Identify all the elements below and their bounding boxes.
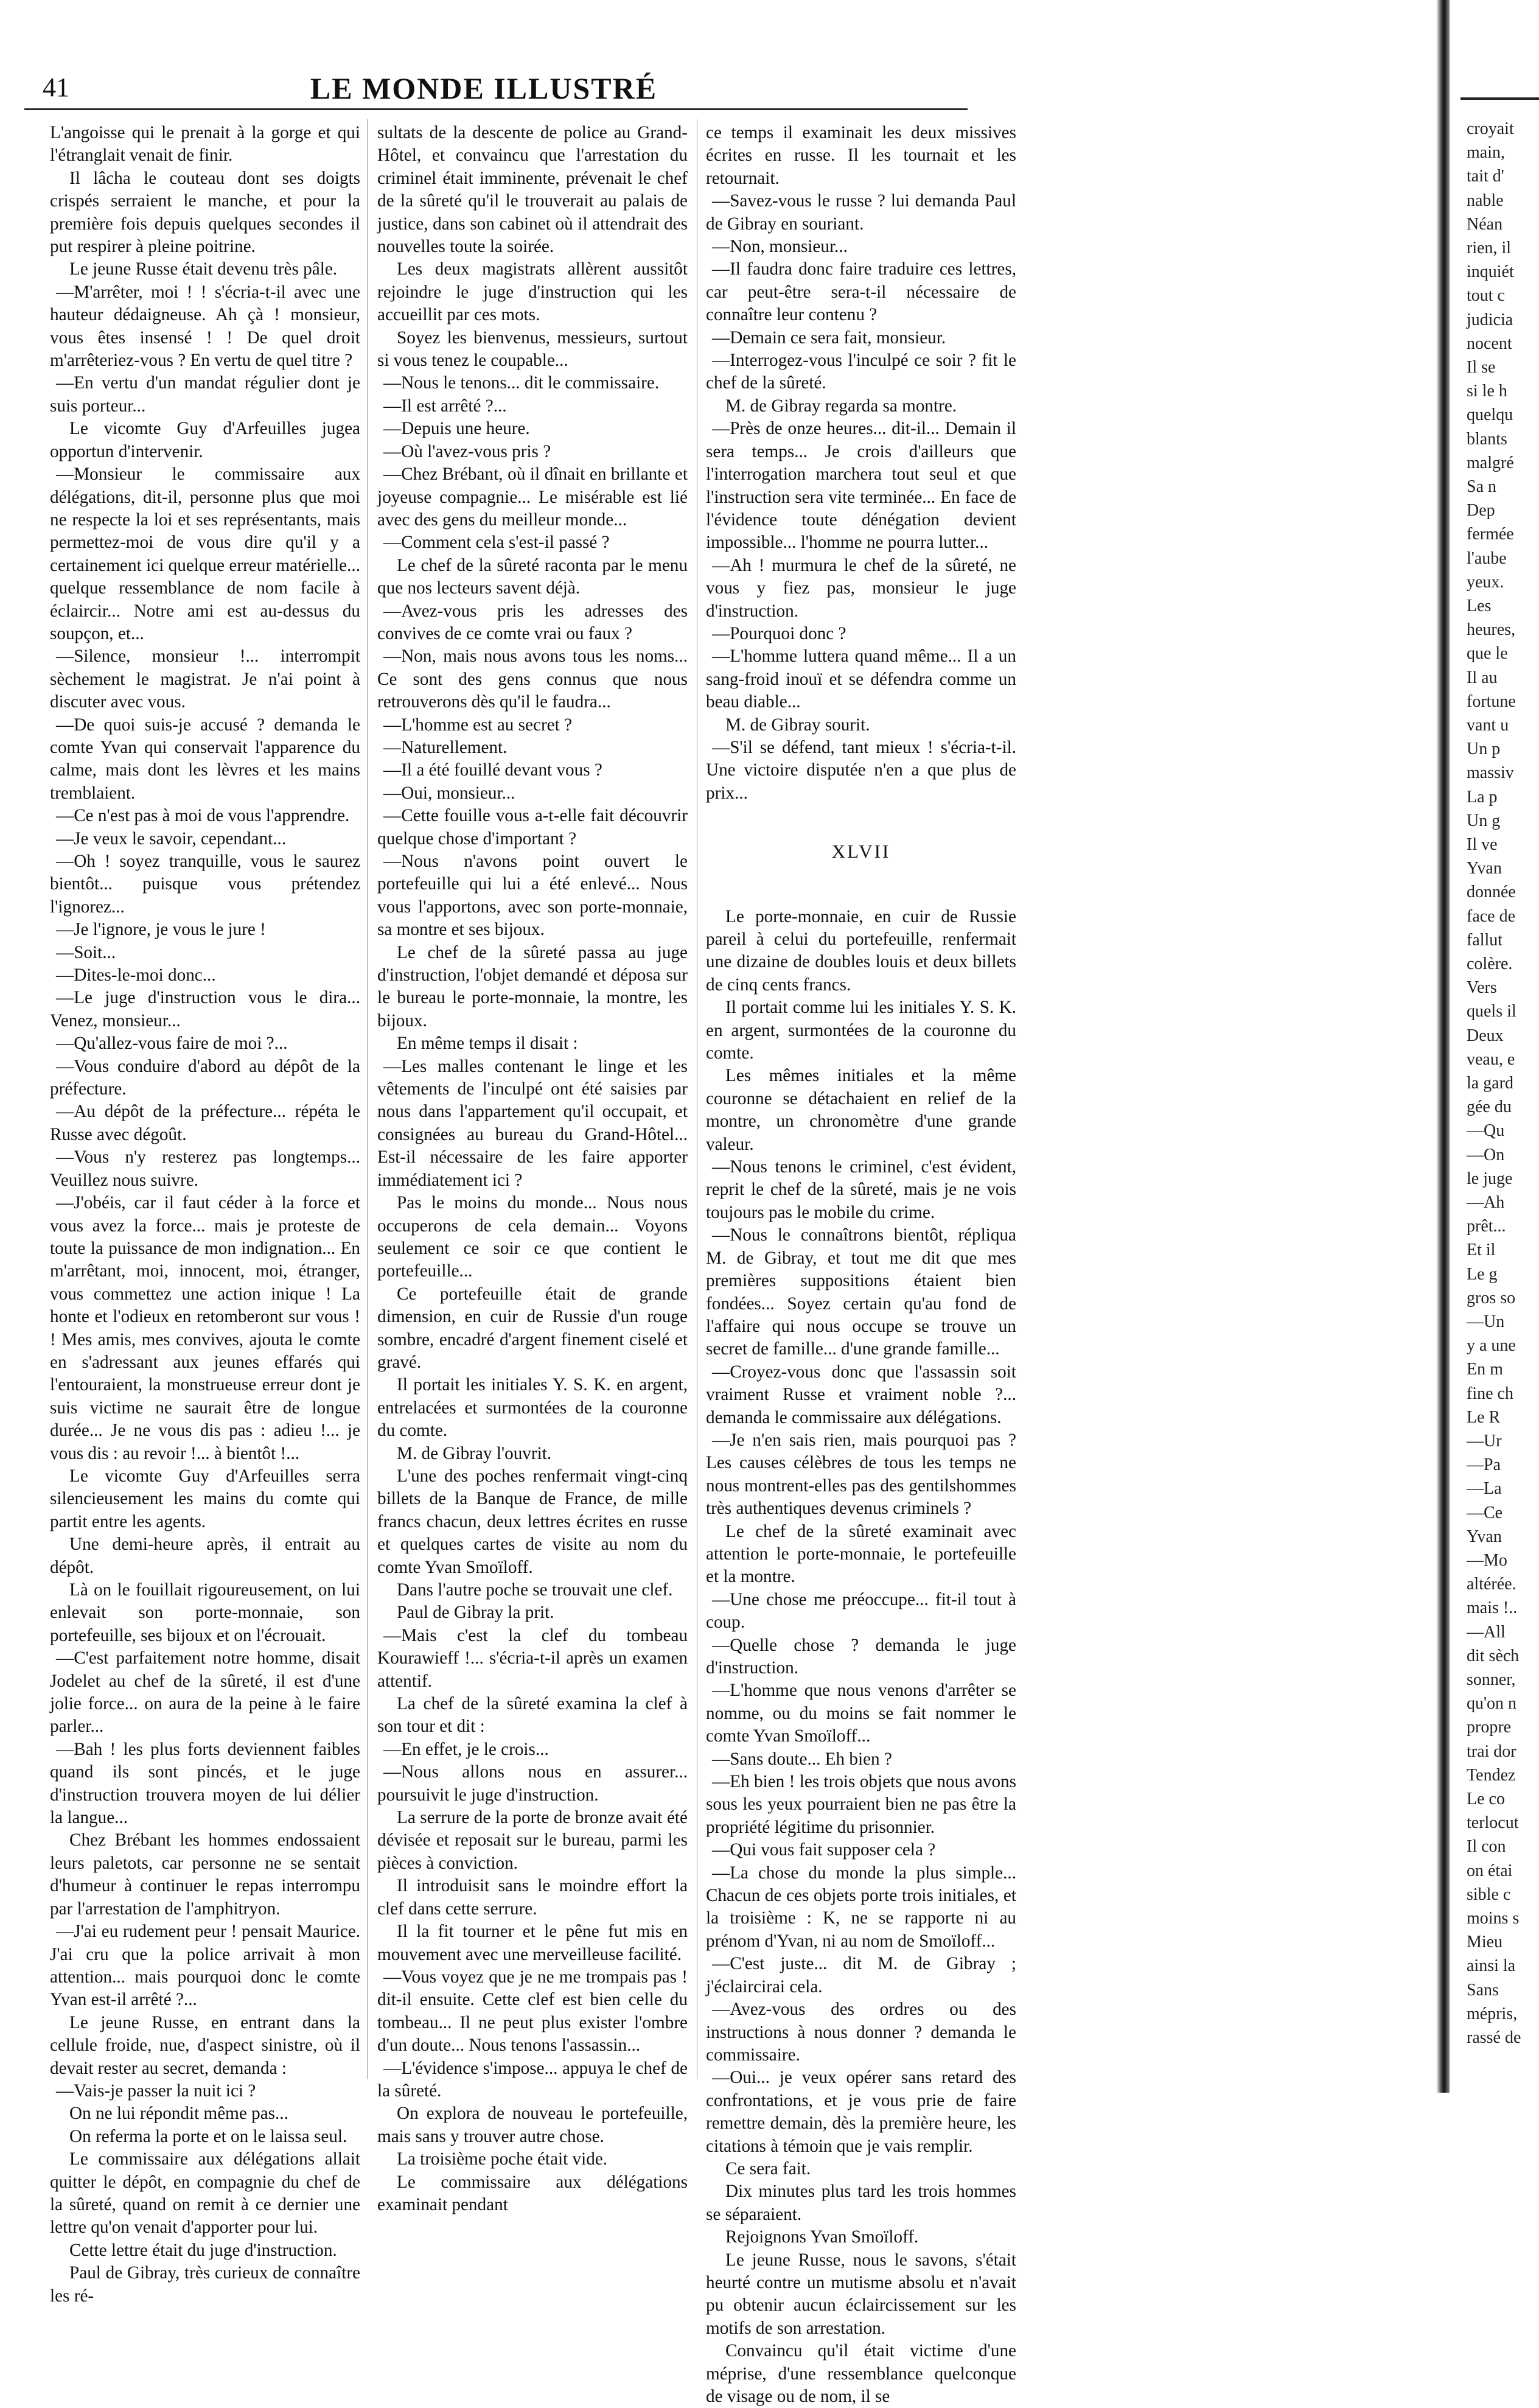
paragraph: Le chef de la sûreté passa au juge d'instruction, l'objet demandé et déposa sur le bureau le porte-monnaie, la montre, les bijoux. bbox=[377, 942, 688, 1031]
next-page-fragment: qu'on n bbox=[1467, 1694, 1517, 1713]
next-page-fragment: malgré bbox=[1467, 453, 1514, 472]
paragraph: Il introduisit sans le moindre effort la clef dans cette serrure. bbox=[377, 1876, 688, 1919]
next-page-fragment: —Ah bbox=[1467, 1193, 1505, 1212]
next-page-fragment: rassé de bbox=[1467, 2028, 1521, 2047]
dialogue-line: —Vais-je passer la nuit ici ? bbox=[56, 2081, 256, 2101]
header-rule bbox=[24, 108, 968, 110]
next-page-fragment: En m bbox=[1467, 1360, 1503, 1379]
next-page-fragment: sonner, bbox=[1467, 1670, 1516, 1689]
dialogue-line: —Monsieur le commissaire aux délégations, dit-il, personne plus que moi ne respecte la loi et ses représentants, mais permettez-moi de vous dire qu'il y a certainement ici quelque erreur matérielle... quelque ressemblance de nom facile à éclaircir... Notre ami est au-dessus du soupçon, et... bbox=[50, 464, 360, 643]
dialogue-line: —Où l'avez-vous pris ? bbox=[383, 441, 551, 461]
paragraph: La chef de la sûreté examina la clef à son tour et dit : bbox=[377, 1694, 688, 1737]
dialogue-line: —Comment cela s'est-il passé ? bbox=[383, 533, 610, 553]
paragraph: Une demi-heure après, il entrait au dépôt. bbox=[50, 1535, 360, 1577]
next-page-fragment: Le g bbox=[1467, 1264, 1498, 1284]
next-page-fragment: yeux. bbox=[1467, 572, 1504, 592]
paragraph: Le jeune Russe était devenu très pâle. bbox=[69, 259, 338, 279]
dialogue-line: —De quoi suis-je accusé ? demanda le comte Yvan qui conservait l'apparence du calme, mais dont les lèvres et les mains tremblaient. bbox=[50, 715, 360, 803]
next-page-fragment: face de bbox=[1467, 906, 1516, 926]
dialogue-line: —Nous n'avons point ouvert le portefeuille qui lui a été enlevé... Nous vous l'apportons, avec son porte-monnaie, sa montre et ses bijoux. bbox=[377, 852, 688, 940]
dialogue-line: —En effet, je le crois... bbox=[383, 1739, 549, 1759]
next-page-fragment: blants bbox=[1467, 429, 1507, 449]
next-page-fragment: gros so bbox=[1467, 1288, 1516, 1307]
next-page-fragment: inquiét bbox=[1467, 262, 1514, 282]
next-page-fragment: colère. bbox=[1467, 954, 1513, 973]
next-page-fragment: ainsi la bbox=[1467, 1956, 1516, 1976]
next-page-fragment: vant u bbox=[1467, 716, 1509, 735]
next-page-fragment: Yvan bbox=[1467, 859, 1502, 878]
next-page-fragment: dit sèch bbox=[1467, 1646, 1520, 1665]
dialogue-line: —La chose du monde la plus simple... Chacun de ces objets porte trois initiales, et la troisième : K, ne se rapporte ni au prénom d'Yvan, ni au nom de Smoïloff... bbox=[706, 1863, 1016, 1951]
dialogue-line: —L'évidence s'impose... appuya le chef de la sûreté. bbox=[377, 2058, 688, 2101]
column-divider bbox=[367, 119, 368, 2079]
dialogue-line: —M'arrêter, moi ! ! s'écria-t-il avec une hauteur dédaigneuse. Ah çà ! monsieur, vous êtes insensé ! ! De quel droit m'arrêteriez-vous ? En vertu de quel titre ? bbox=[50, 282, 360, 371]
dialogue-line: —Vous voyez que je ne me trompais pas ! dit-il ensuite. Cette clef est bien celle du tombeau... Il ne peut plus exister l'ombre d'un doute... Nous tenons l'assassin... bbox=[377, 1967, 688, 2056]
text-column-2 bbox=[377, 122, 688, 2214]
dialogue-line: —C'est juste... dit M. de Gibray ; j'éclaircirai cela. bbox=[706, 1954, 1016, 1997]
paragraph: Le commissaire aux délégations examinait pendant bbox=[377, 2172, 688, 2214]
dialogue-line: —Nous le connaîtrons bientôt, répliqua M. de Gibray, et tout me dit que mes premières suppositions étaient bien fondées... Soyez certain qu'au fond de l'affaire qui nous occupe se trouve un secret de famille... d'une grande famille... bbox=[706, 1225, 1016, 1359]
next-page-fragment: Il con bbox=[1467, 1837, 1506, 1857]
dialogue-line: —En vertu d'un mandat régulier dont je suis porteur... bbox=[50, 373, 360, 416]
dialogue-line: —Avez-vous pris les adresses des convives de ce comte vrai ou faux ? bbox=[377, 601, 688, 643]
page-header bbox=[24, 68, 943, 106]
dialogue-line: —Sans doute... Eh bien ? bbox=[712, 1749, 892, 1769]
adjacent-page-fragment bbox=[1460, 0, 1539, 2093]
next-page-fragment: mépris, bbox=[1467, 2004, 1518, 2023]
next-page-fragment: —La bbox=[1467, 1479, 1502, 1499]
paragraph: Il portait comme lui les initiales Y. S. K. en argent, surmontées de la couronne du comte. bbox=[706, 998, 1016, 1063]
paragraph: M. de Gibray regarda sa montre. bbox=[725, 396, 957, 416]
paragraph: Le chef de la sûreté examinait avec attention le porte-monnaie, le portefeuille et la montre. bbox=[706, 1521, 1016, 1587]
dialogue-line: —Il faudra donc faire traduire ces lettres, car peut-être sera-t-il nécessaire de connaître leur contenu ? bbox=[706, 259, 1016, 325]
dialogue-line: —Quelle chose ? demanda le juge d'instruction. bbox=[706, 1635, 1016, 1678]
paragraph: Ce portefeuille était de grande dimension, en cuir de Russie d'un rouge sombre, encadré d'argent finement ciselé et gravé. bbox=[377, 1284, 688, 1372]
next-page-fragment: Néan bbox=[1467, 214, 1503, 234]
dialogue-line: —Naturellement. bbox=[383, 737, 508, 757]
next-page-fragment: terlocut bbox=[1467, 1813, 1519, 1833]
paragraph: L'angoisse qui le prenait à la gorge et qui l'étranglait venait de finir. bbox=[50, 123, 360, 166]
paragraph: Le jeune Russe, nous le savons, s'était heurté contre un mutisme absolu et n'avait pu obtenir aucun éclaircissement sur les motifs de son arrestation. bbox=[706, 2250, 1016, 2338]
next-page-fragment: —Mo bbox=[1467, 1551, 1507, 1570]
next-page-fragment: veau, e bbox=[1467, 1049, 1515, 1069]
paragraph: Dans l'autre poche se trouvait une clef. bbox=[397, 1580, 673, 1600]
dialogue-line: —J'ai eu rudement peur ! pensait Maurice. J'ai cru que la police arrivait à mon attention... mais pourquoi donc le comte Yvan est-il arrêté ?... bbox=[50, 1922, 360, 2010]
dialogue-line: —Chez Brébant, où il dînait en brillante et joyeuse compagnie... Le misérable est lié avec des gens du meilleur monde... bbox=[377, 464, 688, 530]
paragraph: Convaincu qu'il était victime d'une méprise, d'une ressemblance quelconque de visage ou de nom, il se bbox=[706, 2341, 1016, 2406]
next-page-fragment: Et il bbox=[1467, 1241, 1496, 1260]
paragraph: M. de Gibray l'ouvrit. bbox=[397, 1443, 552, 1463]
dialogue-line: —C'est parfaitement notre homme, disait Jodelet au chef de la sûreté, il est d'une jolie force... on aura de la peine à le faire parler... bbox=[50, 1648, 360, 1737]
dialogue-line: —Pourquoi donc ? bbox=[712, 623, 846, 643]
dialogue-line: —Cette fouille vous a-t-elle fait découvrir quelque chose d'important ? bbox=[377, 806, 688, 849]
dialogue-line: —Vous n'y resterez pas longtemps... Veuillez nous suivre. bbox=[50, 1147, 360, 1190]
dialogue-line: —Le juge d'instruction vous le dira... Venez, monsieur... bbox=[50, 988, 360, 1031]
next-page-fragment: —On bbox=[1467, 1145, 1505, 1164]
paragraph: Rejoignons Yvan Smoïloff. bbox=[725, 2227, 919, 2247]
next-page-fragment: si le h bbox=[1467, 382, 1507, 401]
paragraph: Dix minutes plus tard les trois hommes se séparaient. bbox=[706, 2182, 1016, 2224]
paragraph: Paul de Gibray, très curieux de connaître les ré- bbox=[50, 2263, 360, 2306]
paragraph: Chez Brébant les hommes endossaient leurs paletots, car personne ne se sentait d'humeur à continuer le repas interrompu par l'arrestation de l'amphitryon. bbox=[50, 1830, 360, 1919]
next-page-fragment: Yvan bbox=[1467, 1527, 1502, 1546]
next-page-fragment: Vers bbox=[1467, 978, 1497, 998]
paragraph: La troisième poche était vide. bbox=[397, 2149, 608, 2169]
dialogue-line: —Oui, monsieur... bbox=[383, 783, 515, 803]
dialogue-line: —S'il se défend, tant mieux ! s'écria-t-il. Une victoire disputée n'en a que plus de prix... bbox=[706, 737, 1016, 803]
next-page-fragment: propre bbox=[1467, 1718, 1512, 1737]
next-page-fragment: —Ur bbox=[1467, 1432, 1502, 1451]
next-page-fragment: fallut bbox=[1467, 930, 1503, 950]
dialogue-line: —Près de onze heures... dit-il... Demain il sera temps... Je crois d'ailleurs que l'interrogation marchera tout seul et que l'instruction sera vite terminée... En face de l'évidence toute dénégation devient impossible... l'homme ne pourra lutter... bbox=[706, 419, 1016, 553]
dialogue-line: —J'obéis, car il faut céder à la force et vous avez la force... mais je proteste de toute la puissance de mon indignation... En m'arrêtant, moi, innocent, moi, étranger, vous commettez une action inique ! La honte et l'odieux en retomberont sur vous ! ! Mes amis, mes convives, ajouta le comte en s'adressant aux jeunes effarés qui l'entouraient, la monstrueuse erreur dont je suis victime ne saurait être de longue durée... Je ne vous dis pas : adieu !... je vous dis : au revoir !... à bientôt !... bbox=[50, 1193, 360, 1463]
next-page-fragment: la gard bbox=[1467, 1074, 1513, 1093]
dialogue-line: —Ce n'est pas à moi de vous l'apprendre. bbox=[56, 806, 350, 826]
paragraph: ce temps il examinait les deux missives écrites en russe. Il les tournait et les retournait. bbox=[706, 123, 1016, 188]
dialogue-line: —Qu'allez-vous faire de moi ?... bbox=[56, 1034, 288, 1054]
paragraph: Cette lettre était du juge d'instruction. bbox=[69, 2240, 337, 2260]
next-page-fragment: Deux bbox=[1467, 1026, 1504, 1045]
dialogue-line: —Ah ! murmura le chef de la sûreté, ne vous y fiez pas, monsieur le juge d'instruction. bbox=[706, 555, 1016, 621]
paragraph: Le vicomte Guy d'Arfeuilles serra silencieusement les mains du comte qui partit entre les agents. bbox=[50, 1466, 360, 1531]
next-page-fragment: Mieu bbox=[1467, 1933, 1503, 1952]
page-number: 41 bbox=[43, 72, 69, 102]
dialogue-line: —Soit... bbox=[56, 942, 116, 962]
dialogue-line: —Nous tenons le criminel, c'est évident, reprit le chef de la sûreté, mais je ne vois toujours pas le mobile du crime. bbox=[706, 1157, 1016, 1222]
next-page-fragment: gée du bbox=[1467, 1097, 1512, 1117]
dialogue-line: —L'homme est au secret ? bbox=[383, 715, 572, 735]
dialogue-line: —Non, monsieur... bbox=[712, 237, 848, 257]
next-page-fragment: altérée. bbox=[1467, 1575, 1516, 1594]
next-page-fragment: fine ch bbox=[1467, 1384, 1513, 1403]
paragraph: sultats de la descente de police au Grand-Hôtel, et convaincu que l'arrestation du criminel était imminente, prévenait le chef de la sûreté qu'il le trouverait au palais de justice, dans son cabinet où il attendrait des nouvelles toute la soirée. bbox=[377, 123, 688, 257]
paragraph: Le chef de la sûreté raconta par le menu que nos lecteurs savent déjà. bbox=[377, 555, 688, 598]
next-page-fragment: Dep bbox=[1467, 501, 1495, 520]
next-page-fragment: croyait bbox=[1467, 119, 1514, 138]
dialogue-line: —Depuis une heure. bbox=[383, 419, 530, 439]
paragraph: Il lâcha le couteau dont ses doigts crispés serraient le manche, et pour la première fois depuis quelques secondes il put respirer à pleine poitrine. bbox=[50, 168, 360, 257]
next-page-fragment: —Pa bbox=[1467, 1455, 1501, 1475]
next-page-fragment: quelqu bbox=[1467, 405, 1513, 425]
next-page-fragment: —Qu bbox=[1467, 1121, 1505, 1141]
paragraph: Le vicomte Guy d'Arfeuilles jugea opportun d'intervenir. bbox=[50, 419, 360, 461]
next-page-fragment: main, bbox=[1467, 143, 1505, 163]
next-page-fragment: massiv bbox=[1467, 763, 1514, 783]
next-page-fragment: judicia bbox=[1467, 310, 1513, 329]
paragraph: M. de Gibray sourit. bbox=[725, 715, 870, 735]
next-page-fragment: Il au bbox=[1467, 668, 1498, 687]
next-page-fragment: tait d' bbox=[1467, 167, 1504, 186]
dialogue-line: —Qui vous fait supposer cela ? bbox=[712, 1840, 936, 1860]
next-page-fragment: fermée bbox=[1467, 525, 1514, 544]
next-page-fragment: quels il bbox=[1467, 1002, 1516, 1021]
paragraph: On explora de nouveau le portefeuille, mais sans y trouver autre chose. bbox=[377, 2104, 688, 2146]
next-page-fragment: tout c bbox=[1467, 286, 1505, 306]
text-column-3 bbox=[706, 122, 1016, 2406]
next-page-fragment: Les bbox=[1467, 597, 1492, 615]
journal-title: LE MONDE ILLUSTRÉ bbox=[310, 71, 658, 105]
next-page-fragment: moins s bbox=[1467, 1909, 1520, 1928]
next-page-fragment: Un p bbox=[1467, 740, 1501, 759]
next-page-fragment: Sa n bbox=[1467, 477, 1496, 496]
dialogue-line: —Nous allons nous en assurer... poursuivit le juge d'instruction. bbox=[377, 1762, 688, 1805]
next-page-fragment: le juge bbox=[1467, 1169, 1513, 1188]
dialogue-line: —Eh bien ! les trois objets que nous avons sous les yeux pourraient bien ne pas être la propriété légitime du prisonnier. bbox=[706, 1772, 1016, 1837]
dialogue-line: —Il a été fouillé devant vous ? bbox=[383, 760, 602, 780]
dialogue-line: —Silence, monsieur !... interrompit sèchement le magistrat. Je n'ai point à discuter avec vous. bbox=[50, 646, 360, 712]
paragraph: Il la fit tourner et le pêne fut mis en mouvement avec une merveilleuse facilité. bbox=[377, 1922, 688, 1964]
next-page-fragment: rien, il bbox=[1467, 239, 1512, 257]
dialogue-line: —Savez-vous le russe ? lui demanda Paul de Gibray en souriant. bbox=[706, 191, 1016, 234]
paragraph: Ce sera fait. bbox=[725, 2158, 811, 2179]
dialogue-line: —Croyez-vous donc que l'assassin soit vraiment Russe et vraiment noble ?... demanda le commissaire aux délégations. bbox=[706, 1362, 1016, 1427]
next-page-fragment: Tendez bbox=[1467, 1765, 1516, 1785]
next-page-fragment: Il ve bbox=[1467, 835, 1498, 854]
next-page-fragment: —All bbox=[1467, 1622, 1506, 1642]
next-page-fragment: que le bbox=[1467, 644, 1508, 663]
dialogue-line: —Je l'ignore, je vous le jure ! bbox=[56, 920, 266, 940]
next-page-fragment: nable bbox=[1467, 191, 1504, 210]
paragraph: Là on le fouillait rigoureusement, on lui enlevait son porte-monnaie, son portefeuille, ses bijoux et on l'écrouait. bbox=[50, 1580, 360, 1645]
next-page-fragment: —Un bbox=[1467, 1312, 1505, 1331]
page-fold-shadow bbox=[1436, 0, 1450, 2093]
dialogue-line: —Non, mais nous avons tous les noms... Ce sont des gens connus que nous retrouverons dès qu'il le faudra... bbox=[377, 646, 688, 712]
next-page-fragment: l'aube bbox=[1467, 548, 1507, 568]
dialogue-line: —Je n'en sais rien, mais pourquoi pas ? Les causes célèbres de tous les temps ne nous montrent-elles pas des gentilshommes très authentiques devenus criminels ? bbox=[706, 1430, 1016, 1519]
dialogue-line: —Nous le tenons... dit le commissaire. bbox=[383, 373, 660, 393]
dialogue-line: —Dites-le-moi donc... bbox=[56, 965, 216, 985]
dialogue-line: —Interrogez-vous l'inculpé ce soir ? fit le chef de la sûreté. bbox=[706, 351, 1016, 393]
dialogue-line: —Il est arrêté ?... bbox=[383, 396, 507, 416]
next-page-fragment: Un g bbox=[1467, 811, 1501, 830]
next-page-fragment: on étai bbox=[1467, 1861, 1513, 1880]
dialogue-line: —Avez-vous des ordres ou des instructions à nous donner ? demanda le commissaire. bbox=[706, 2000, 1016, 2065]
next-page-fragment: y a une bbox=[1467, 1336, 1516, 1356]
dialogue-line: —Oui... je veux opérer sans retard des confrontations, et je vous prie de faire remettre demain, dès la première heure, les citations à témoin que je vais remplir. bbox=[706, 2068, 1016, 2156]
next-page-fragment: fortune bbox=[1467, 691, 1516, 711]
paragraph: Le jeune Russe, en entrant dans la cellule froide, nue, d'aspect sinistre, où il devait rester au secret, demanda : bbox=[50, 2012, 360, 2078]
dialogue-line: —Les malles contenant le linge et les vêtements de l'inculpé ont été saisies par nous dans l'appartement qu'il occupait, et consignées au bureau du Grand-Hôtel... Est-il nécessaire de les faire apporter immédiatement ici ? bbox=[377, 1056, 688, 1190]
paragraph: Soyez les bienvenus, messieurs, surtout si vous tenez le coupable... bbox=[377, 327, 688, 371]
next-page-fragment: sible c bbox=[1467, 1885, 1511, 1904]
next-page-fragment: mais !.. bbox=[1467, 1598, 1518, 1618]
next-page-fragment: trai dor bbox=[1467, 1741, 1516, 1761]
dialogue-line: —Vous conduire d'abord au dépôt de la préfecture. bbox=[50, 1056, 360, 1099]
paragraph: Le porte-monnaie, en cuir de Russie pareil à celui du portefeuille, renfermait une dizaine de doubles louis et deux billets de cinq cents francs. bbox=[706, 906, 1016, 995]
next-page-fragment: Sans bbox=[1467, 1980, 1499, 2000]
chapter-heading: XLVII bbox=[831, 841, 891, 863]
next-page-fragment: Le co bbox=[1467, 1790, 1505, 1808]
dialogue-line: —L'homme luttera quand même... Il a un sang-froid inouï et se défendra comme un beau diable... bbox=[706, 646, 1016, 712]
text-column-1 bbox=[50, 122, 360, 2306]
dialogue-line: —L'homme que nous venons d'arrêter se nomme, ou du moins se fait nommer le comte Yvan Smoïloff... bbox=[706, 1681, 1016, 1746]
paragraph: Les deux magistrats allèrent aussitôt rejoindre le juge d'instruction qui les accueillit par ces mots. bbox=[377, 259, 688, 325]
next-page-fragment: heures, bbox=[1467, 620, 1516, 640]
paragraph: La serrure de la porte de bronze avait été dévisée et reposait sur le bureau, parmi les pièces à conviction. bbox=[377, 1808, 688, 1873]
next-page-fragment: La p bbox=[1467, 787, 1498, 807]
paragraph: Les mêmes initiales et la même couronne se détachaient en relief de la montre, un chronomètre d'une grande valeur. bbox=[706, 1066, 1016, 1154]
next-page-fragment: —Ce bbox=[1467, 1503, 1503, 1522]
paragraph: Le commissaire aux délégations allait quitter le dépôt, en compagnie du chef de la sûreté, quand on remit à ce dernier une lettre qu'on venait d'apporter pour lui. bbox=[50, 2149, 360, 2238]
next-page-fragment: prêt... bbox=[1467, 1217, 1506, 1236]
dialogue-line: —Je veux le savoir, cependant... bbox=[56, 828, 287, 849]
dialogue-line: —Bah ! les plus forts deviennent faibles quand ils sont pincés, et le juge d'instruction trouvera moyen de lui délier la langue... bbox=[50, 1739, 360, 1828]
dialogue-line: —Une chose me préoccupe... fit-il tout à coup. bbox=[706, 1589, 1016, 1633]
paragraph: Paul de Gibray la prit. bbox=[397, 1603, 554, 1623]
next-page-fragment: donnée bbox=[1467, 883, 1516, 902]
paragraph: Il portait les initiales Y. S. K. en argent, entrelacées et surmontées de la couronne du comte. bbox=[377, 1375, 688, 1441]
paragraph: On referma la porte et on le laissa seul. bbox=[69, 2126, 347, 2146]
paragraph: On ne lui répondit même pas... bbox=[69, 2104, 288, 2124]
dialogue-line: —Oh ! soyez tranquille, vous le saurez bientôt... puisque vous prétendez l'ignorez... bbox=[50, 852, 360, 917]
paragraph: L'une des poches renfermait vingt-cinq billets de la Banque de France, de mille francs chacun, deux lettres écrites en russe et quelques cartes de visite au nom du comte Yvan Smoïloff. bbox=[377, 1466, 688, 1577]
paragraph: Pas le moins du monde... Nous nous occuperons de cela demain... Voyons seulement ce soir ce que contient le portefeuille... bbox=[377, 1193, 688, 1281]
paragraph: En même temps il disait : bbox=[397, 1034, 578, 1054]
dialogue-line: —Mais c'est la clef du tombeau Kourawieff !... s'écria-t-il après un examen attentif. bbox=[377, 1625, 688, 1691]
dialogue-line: —Demain ce sera fait, monsieur. bbox=[712, 327, 946, 348]
dialogue-line: —Au dépôt de la préfecture... répéta le Russe avec dégoût. bbox=[50, 1102, 360, 1144]
next-page-fragment: nocent bbox=[1467, 334, 1512, 353]
next-page-fragment: Il se bbox=[1467, 358, 1496, 377]
next-page-fragment: Le R bbox=[1467, 1407, 1501, 1427]
